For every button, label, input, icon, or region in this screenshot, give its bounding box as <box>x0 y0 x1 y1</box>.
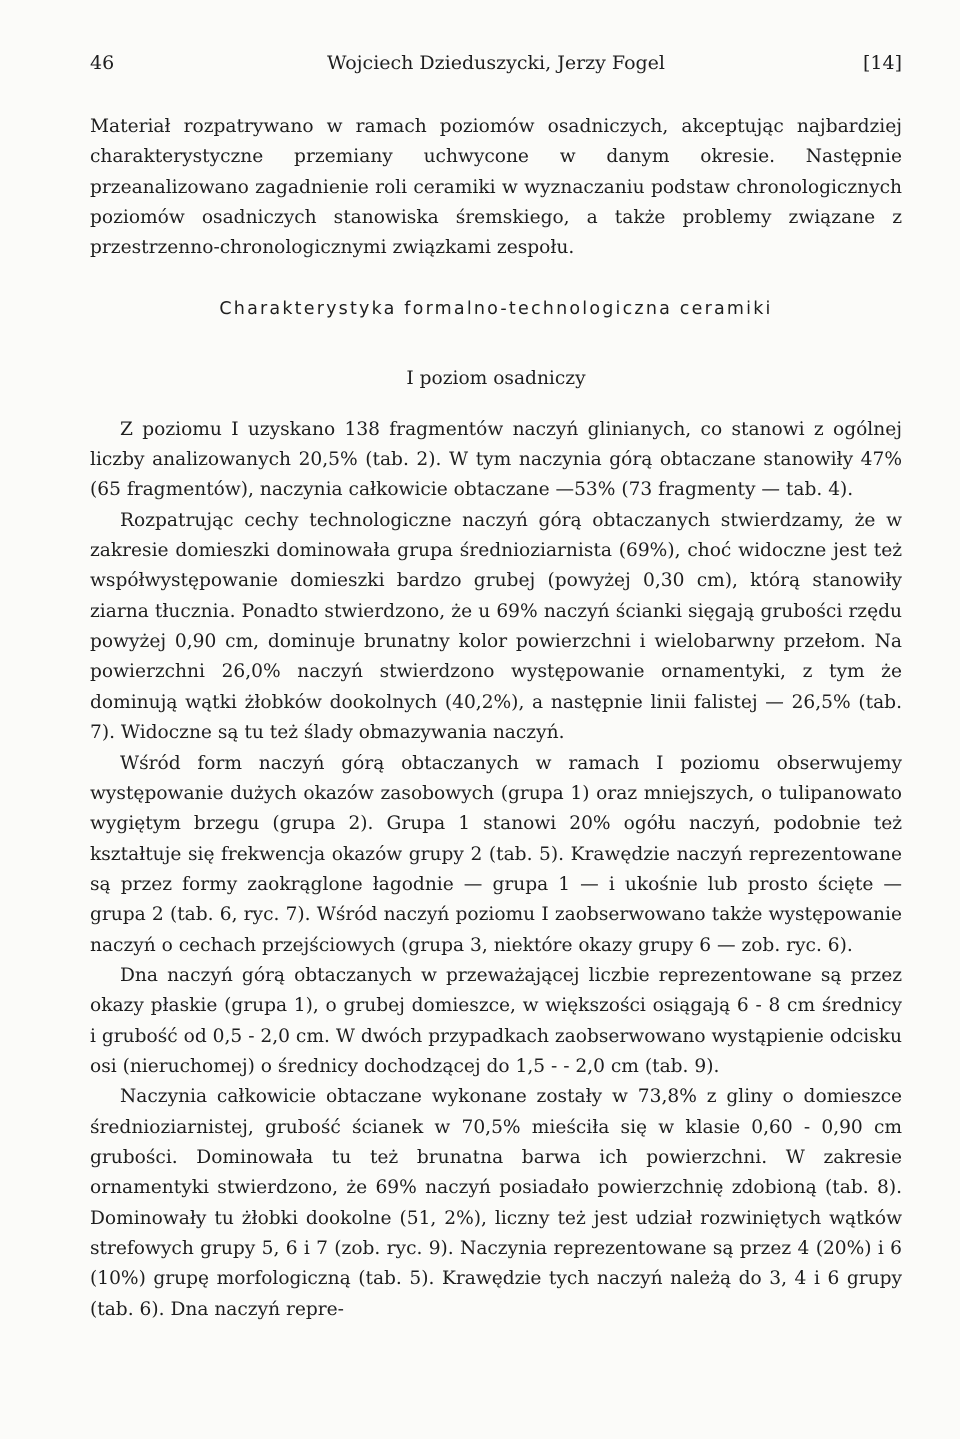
intro-paragraph: Materiał rozpatrywano w ramach poziomów osadniczych, akceptując najbardziej charakterystyczne przemiany uchwycone w danym okresie. Następnie przeanalizowano zagadnienie roli ceramiki w wyznaczaniu podstaw chronologicznych poziomów osadniczych stanowiska śremskiego, a także problemy związane z przestrzenno-chronologicznymi związkami zespołu. <box>90 116 902 259</box>
paragraph: Naczynia całkowicie obtaczane wykonane zostały w 73,8% z gliny o domieszce średnioziarnistej, grubość ścianek w 70,5% mieściła się w klasie 0,60 - 0,90 cm grubości. Dominowała tu też brunatna barwa ich powierzchni. W zakresie ornamentyki stwierdzono, że 69% naczyń posiadało powierzchnię zdobioną (tab. 8). Dominowały tu żłobki dookolne (51, 2%), liczny też jest udział rozwiniętych wątków strefowych grupy 5, 6 i 7 (zob. ryc. 9). Naczynia reprezentowane są przez 4 (20%) i 6 (10%) grupę morfologiczną (tab. 5). Krawędzie tych naczyń należą do 3, 4 i 6 grupy (tab. 6). Dna naczyń repre- <box>90 1086 902 1320</box>
paragraph: Dna naczyń górą obtaczanych w przeważającej liczbie reprezentowane są przez okazy płaskie (grupa 1), o grubej domieszce, w większości osiągają 6 - 8 cm średnicy i grubość od 0,5 - 2,0 cm. W dwóch przypadkach zaobserwowano wystąpienie odcisku osi (nieruchomej) o średnicy dochodzącej do 1,5 - - 2,0 cm (tab. 9). <box>90 964 902 1077</box>
running-header <box>90 52 902 82</box>
body-text <box>90 112 902 1325</box>
paragraph: Wśród form naczyń górą obtaczanych w ramach I poziomu obserwujemy występowanie dużych okazów zasobowych (grupa 1) oraz mniejszych, o tulipanowato wygiętym brzegu (grupa 2). Grupa 1 stanowi 20% ogółu naczyń, podobnie też kształtuje się frekwencja okazów grupy 2 (tab. 5). Krawędzie naczyń reprezentowane są przez formy zaokrąglone łagodnie — grupa 1 — i ukośnie lub prosto ścięte — grupa 2 (tab. 6, ryc. 7). Wśród naczyń poziomu I zaobserwowano także występowanie naczyń o cechach przejściowych (grupa 3, niektóre okazy grupy 6 — zob. ryc. 6). <box>90 752 902 956</box>
section-reference: [14] <box>862 52 902 74</box>
paragraph: Z poziomu I uzyskano 138 fragmentów naczyń glinianych, co stanowi z ogólnej liczby analizowanych 20,5% (tab. 2). W tym naczynia górą obtaczane stanowiły 47% (65 fragmentów), naczynia całkowicie obtaczane —53% (73 fragmenty — tab. 4). <box>90 418 902 501</box>
page-number: 46 <box>90 52 115 74</box>
section-title: Charakterystyka formalno-technologiczna ceramiki <box>219 298 773 319</box>
subheading: I poziom osadniczy <box>406 367 586 389</box>
paragraph: Rozpatrując cechy technologiczne naczyń górą obtaczanych stwierdzamy, że w zakresie domieszki dominowała grupa średnioziarnista (69%), choć widoczne jest też współwystępowanie domieszki bardzo grubej (powyżej 0,30 cm), którą stanowiły ziarna tłucznia. Ponadto stwierdzono, że u 69% naczyń ścianki sięgają grubości rzędu powyżej 0,90 cm, dominuje brunatny kolor powierzchni i wielobarwny przełom. Na powierzchni 26,0% naczyń stwierdzono występowanie ornamentyki, z tym że dominują wątki żłobków dookolnych (40,2%), a następnie linii falistej — 26,5% (tab. 7). Widoczne są tu też ślady obmazywania naczyń. <box>90 509 902 744</box>
running-head-authors: Wojciech Dzieduszycki, Jerzy Fogel <box>326 52 665 74</box>
